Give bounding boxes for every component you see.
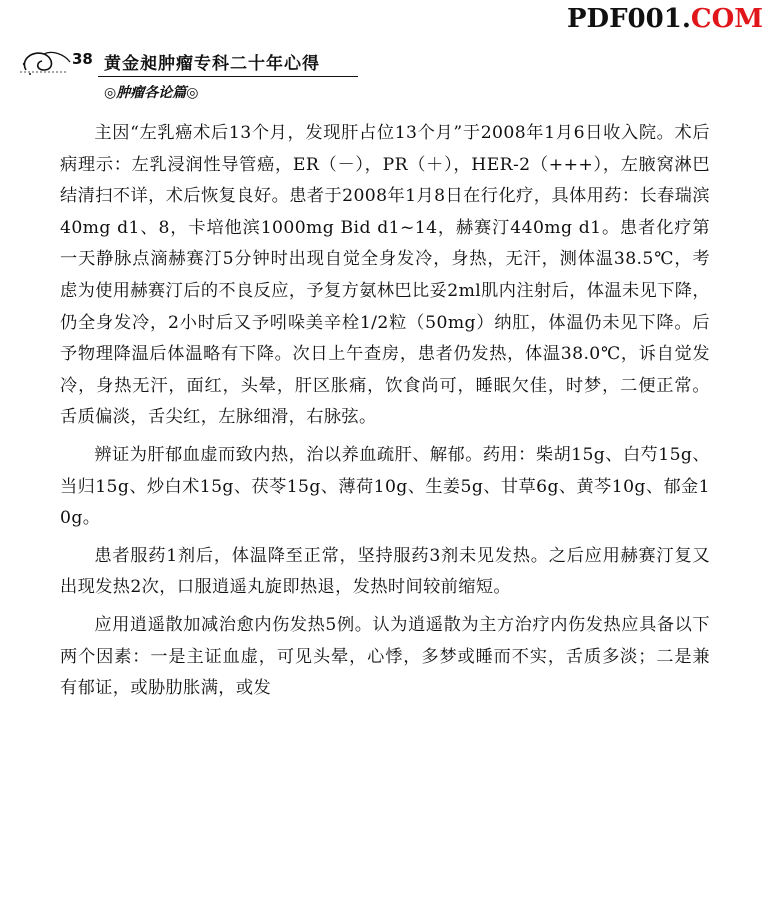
spiral-ornament-icon xyxy=(18,48,78,78)
running-title: 黄金昶肿瘤专科二十年心得 xyxy=(104,54,320,74)
watermark-part1: PDF001. xyxy=(566,4,691,34)
section-title: ◎肿瘤各论篇◎ xyxy=(104,85,199,101)
watermark-part2: COM xyxy=(690,4,763,34)
body-text xyxy=(60,118,710,705)
watermark xyxy=(567,4,763,34)
paragraph-case-history: 主因“左乳癌术后13个月，发现肝占位13个月”于2008年1月6日收入院。术后病理示：左乳浸润性导管癌，ER（－），PR（＋），HER-2（+++），左腋窝淋巴结清扫不详，术后恢复良好。患者于2008年1月8日在行化疗，具体用药：长春瑞滨40mg d1、8，卡培他滨1000mg Bid d1~14，赫赛汀440mg d1。患者化疗第一天静脉点滴赫赛汀5分钟时出现自觉全身发冷，身热，无汗，测体温38.5℃，考虑为使用赫赛汀后的不良反应，予复方氨林巴比妥2ml肌内注射后，体温未见下降，仍全身发冷，2小时后又予吲哚美辛栓1/2粒（50mg）纳肛，体温仍未见下降。后予物理降温后体温略有下降。次日上午查房，患者仍发热，体温38.0℃，诉自觉发冷，身热无汗，面红，头晕，肝区胀痛，饮食尚可，睡眠欠佳，时梦，二便正常。舌质偏淡，舌尖红，左脉细滑，右脉弦。 xyxy=(60,123,710,428)
paragraph-diagnosis: 辨证为肝郁血虚而致内热，治以养血疏肝、解郁。药用：柴胡15g、白芍15g、当归15g、炒白术15g、茯苓15g、薄荷10g、生姜5g、甘草6g、黄芩10g、郁金10g。 xyxy=(60,444,710,529)
paragraph-outcome: 患者服药1剂后，体温降至正常，坚持服药3剂未见发热。之后应用赫赛汀复又出现发热2次，口服逍遥丸旋即热退，发热时间较前缩短。 xyxy=(60,545,710,598)
header-rule xyxy=(98,76,358,77)
page-header xyxy=(18,44,358,104)
paragraph-commentary: 应用逍遥散加减治愈内伤发热5例。认为逍遥散为主方治疗内伤发热应具备以下两个因素：一是主证血虚，可见头晕，心悸，多梦或睡而不实，舌质多淡；二是兼有郁证，或胁肋胀满，或发 xyxy=(60,614,710,699)
page-number: 38 xyxy=(72,50,93,68)
